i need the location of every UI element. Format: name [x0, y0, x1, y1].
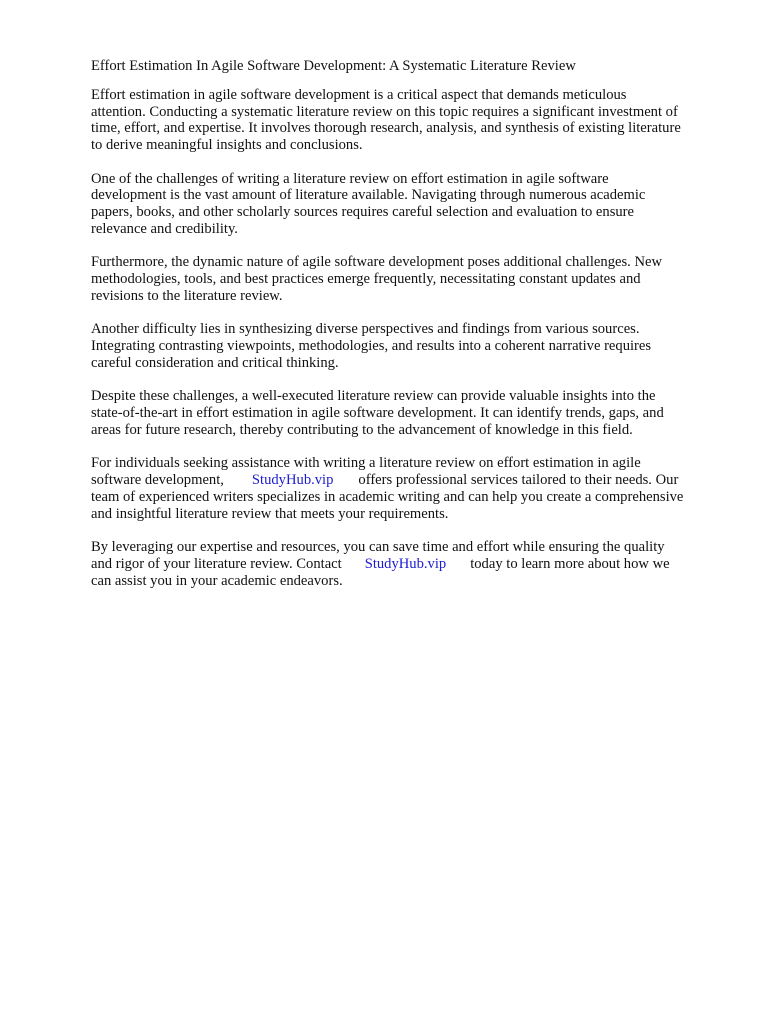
- paragraph-2: [91, 171, 731, 238]
- paragraph-line: to derive meaningful insights and conclusions.: [91, 137, 363, 154]
- paragraph-6: [91, 455, 731, 522]
- document-title: Effort Estimation In Agile Software Development: A Systematic Literature Review: [91, 58, 576, 74]
- paragraph-line: Furthermore, the dynamic nature of agile software development poses additional challenges. New: [91, 254, 662, 271]
- paragraph-line: For individuals seeking assistance with writing a literature review on effort estimation in agile: [91, 455, 641, 472]
- paragraph-4: [91, 321, 731, 371]
- paragraph-line: time, effort, and expertise. It involves thorough research, analysis, and synthesis of existing literature: [91, 120, 681, 137]
- paragraph-line: team of experienced writers specializes in academic writing and can help you create a comprehensive: [91, 488, 684, 505]
- paragraph-line: papers, books, and other scholarly sources requires careful selection and evaluation to ensure: [91, 204, 635, 221]
- paragraph-line: Another difficulty lies in synthesizing diverse perspectives and findings from various sources.: [91, 321, 640, 338]
- paragraph-line-with-link: [91, 556, 731, 573]
- text-segment: today to learn more about how we: [470, 555, 670, 572]
- studyhub-link[interactable]: StudyHub.vip: [251, 472, 334, 489]
- paragraph-1: [91, 87, 731, 154]
- paragraph-line: Effort estimation in agile software development is a critical aspect that demands meticulous: [91, 86, 627, 103]
- paragraph-line: development is the vast amount of literature available. Navigating through numerous academic: [91, 187, 646, 204]
- paragraph-line: One of the challenges of writing a literature review on effort estimation in agile software: [91, 170, 609, 187]
- paragraph-line: By leveraging our expertise and resources, you can save time and effort while ensuring the quality: [91, 539, 665, 556]
- paragraph-3: [91, 254, 731, 304]
- text-segment: software development,: [91, 472, 224, 489]
- paragraph-line: Integrating contrasting viewpoints, methodologies, and results into a coherent narrative requires: [91, 338, 652, 355]
- document-page: [91, 58, 731, 606]
- paragraph-7: [91, 539, 731, 589]
- text-segment: and rigor of your literature review. Contact: [91, 555, 342, 572]
- paragraph-line: Despite these challenges, a well-executed literature review can provide valuable insights into the: [91, 388, 656, 405]
- paragraph-line: state-of-the-art in effort estimation in agile software development. It can identify trends, gaps, and: [91, 405, 664, 422]
- paragraph-line: methodologies, tools, and best practices emerge frequently, necessitating constant updates and: [91, 271, 641, 288]
- paragraph-line-with-link: [91, 472, 731, 489]
- studyhub-link[interactable]: StudyHub.vip: [364, 555, 447, 572]
- paragraph-line: careful consideration and critical thinking.: [91, 354, 339, 371]
- paragraph-5: [91, 388, 731, 438]
- text-segment: offers professional services tailored to their needs. Our: [358, 472, 679, 489]
- paragraph-line: revisions to the literature review.: [91, 287, 283, 304]
- paragraph-line: areas for future research, thereby contributing to the advancement of knowledge in this field.: [91, 421, 633, 438]
- paragraph-line: relevance and credibility.: [91, 220, 238, 237]
- paragraph-line: can assist you in your academic endeavors.: [91, 572, 343, 589]
- paragraph-line: attention. Conducting a systematic literature review on this topic requires a significant investment of: [91, 103, 678, 120]
- paragraph-line: and insightful literature review that meets your requirements.: [91, 505, 449, 522]
